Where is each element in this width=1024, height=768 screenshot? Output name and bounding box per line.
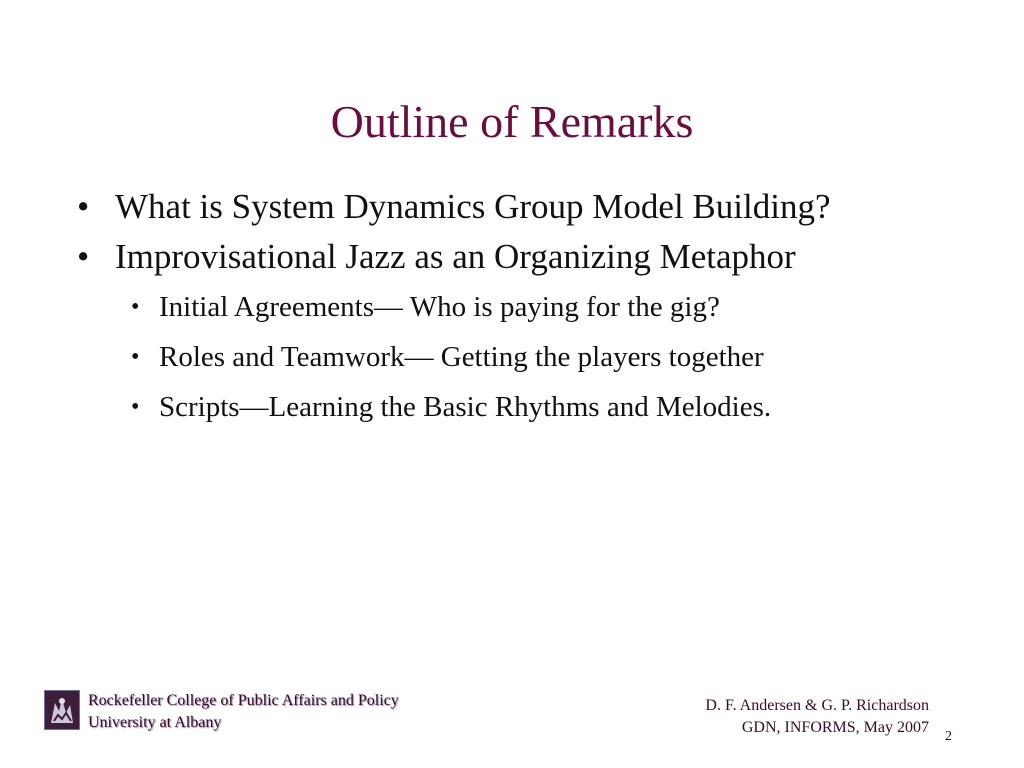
university-seal-icon xyxy=(44,690,80,730)
footer-institution xyxy=(44,690,399,734)
slide-title: Outline of Remarks xyxy=(330,96,694,147)
bullet-icon: • xyxy=(77,237,90,276)
bullet-text: What is System Dynamics Group Model Building? xyxy=(115,187,831,226)
sub-bullet-icon: • xyxy=(131,344,140,370)
sub-bullet-item-2 xyxy=(0,332,1024,382)
bullet-list xyxy=(0,182,1024,432)
sub-bullet-text: Initial Agreements— Who is paying for the gig? xyxy=(159,291,720,323)
bullet-item-1 xyxy=(0,182,1024,232)
sub-bullet-text: Scripts—Learning the Basic Rhythms and Melodies. xyxy=(159,391,772,423)
authors: D. F. Andersen & G. P. Richardson xyxy=(705,697,929,714)
bullet-item-2 xyxy=(0,232,1024,282)
footer-credits xyxy=(705,695,929,739)
event: GDN, INFORMS, May 2007 xyxy=(741,719,929,736)
bullet-icon: • xyxy=(77,187,90,226)
page-number: 2 xyxy=(945,729,952,744)
sub-bullet-text: Roles and Teamwork— Getting the players together xyxy=(159,341,764,373)
sub-bullet-item-3 xyxy=(0,382,1024,432)
sub-bullet-icon: • xyxy=(131,294,140,320)
sub-bullet-item-1 xyxy=(0,282,1024,332)
institution-name: Rockefeller College of Public Affairs and Policy xyxy=(88,692,399,709)
bullet-text: Improvisational Jazz as an Organizing Metaphor xyxy=(115,237,796,276)
university-name: University at Albany xyxy=(88,714,222,731)
sub-bullet-icon: • xyxy=(131,394,140,420)
